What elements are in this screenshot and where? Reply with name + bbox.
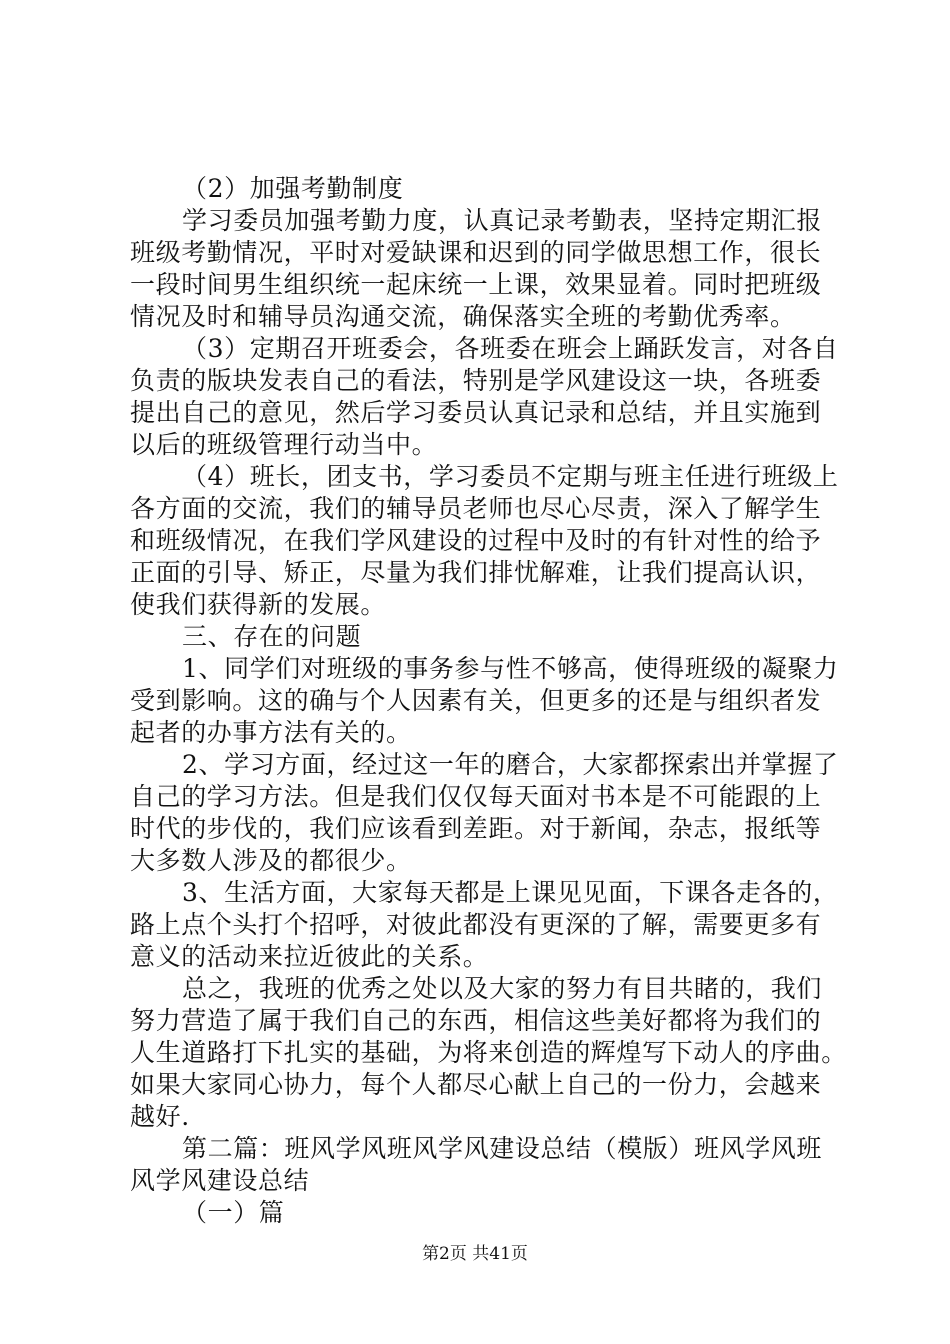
- text-line: （4）班长，团支书，学习委员不定期与班主任进行班级上: [182, 462, 839, 491]
- text-line: 2、学习方面，经过这一年的磨合，大家都探索出并掌握了: [182, 750, 839, 779]
- text-line: 意义的活动来拉近彼此的关系。: [130, 942, 489, 971]
- text-line: 班级考勤情况，平时对爱缺课和迟到的同学做思想工作，很长: [130, 238, 822, 267]
- text-line: 各方面的交流，我们的辅导员老师也尽心尽责，深入了解学生: [130, 494, 822, 523]
- text-line: 起者的办事方法有关的。: [130, 718, 412, 747]
- text-line: 三、存在的问题: [182, 622, 362, 651]
- text-line: 总之，我班的优秀之处以及大家的努力有目共睹的，我们: [182, 974, 823, 1003]
- text-line: 越好.: [130, 1102, 190, 1131]
- text-line: 路上点个头打个招呼，对彼此都没有更深的了解，需要更多有: [130, 910, 822, 939]
- text-line: 一段时间男生组织统一起床统一上课，效果显着。同时把班级: [130, 270, 822, 299]
- page-footer: 第2页 共41页: [422, 1244, 528, 1264]
- text-line: 自己的学习方法。但是我们仅仅每天面对书本是不可能跟的上: [130, 782, 822, 811]
- text-line: （2）加强考勤制度: [182, 174, 404, 203]
- text-line: 风学风建设总结: [130, 1166, 310, 1195]
- text-line: 正面的引导、矫正，尽量为我们排忧解难，让我们提高认识，: [130, 558, 822, 587]
- text-line: 大多数人涉及的都很少。: [130, 846, 412, 875]
- text-line: 第二篇：班风学风班风学风建设总结（模版）班风学风班: [182, 1134, 823, 1163]
- document-body: [130, 173, 847, 1229]
- text-line: 人生道路打下扎实的基础，为将来创造的辉煌写下动人的序曲。: [130, 1038, 847, 1067]
- text-line: 负责的版块发表自己的看法，特别是学风建设这一块，各班委: [130, 366, 822, 395]
- text-line: （3）定期召开班委会，各班委在班会上踊跃发言，对各自: [182, 334, 839, 363]
- text-line: 3、生活方面，大家每天都是上课见见面，下课各走各的，: [182, 878, 839, 907]
- text-line: 努力营造了属于我们自己的东西，相信这些美好都将为我们的: [130, 1006, 822, 1035]
- text-line: 情况及时和辅导员沟通交流，确保落实全班的考勤优秀率。: [130, 302, 796, 331]
- text-line: 受到影响。这的确与个人因素有关，但更多的还是与组织者发: [130, 686, 822, 715]
- text-line: 提出自己的意见，然后学习委员认真记录和总结，并且实施到: [130, 398, 822, 427]
- text-line: 使我们获得新的发展。: [130, 590, 387, 619]
- text-line: （一）篇: [182, 1198, 285, 1227]
- text-line: 和班级情况，在我们学风建设的过程中及时的有针对性的给予: [130, 526, 822, 555]
- text-line: 1、同学们对班级的事务参与性不够高，使得班级的凝聚力: [182, 654, 839, 683]
- text-line: 学习委员加强考勤力度，认真记录考勤表，坚持定期汇报: [182, 206, 823, 235]
- text-line: 如果大家同心协力，每个人都尽心献上自己的一份力，会越来: [130, 1070, 822, 1099]
- text-line: 时代的步伐的，我们应该看到差距。对于新闻，杂志，报纸等: [130, 814, 822, 843]
- text-line: 以后的班级管理行动当中。: [130, 430, 438, 459]
